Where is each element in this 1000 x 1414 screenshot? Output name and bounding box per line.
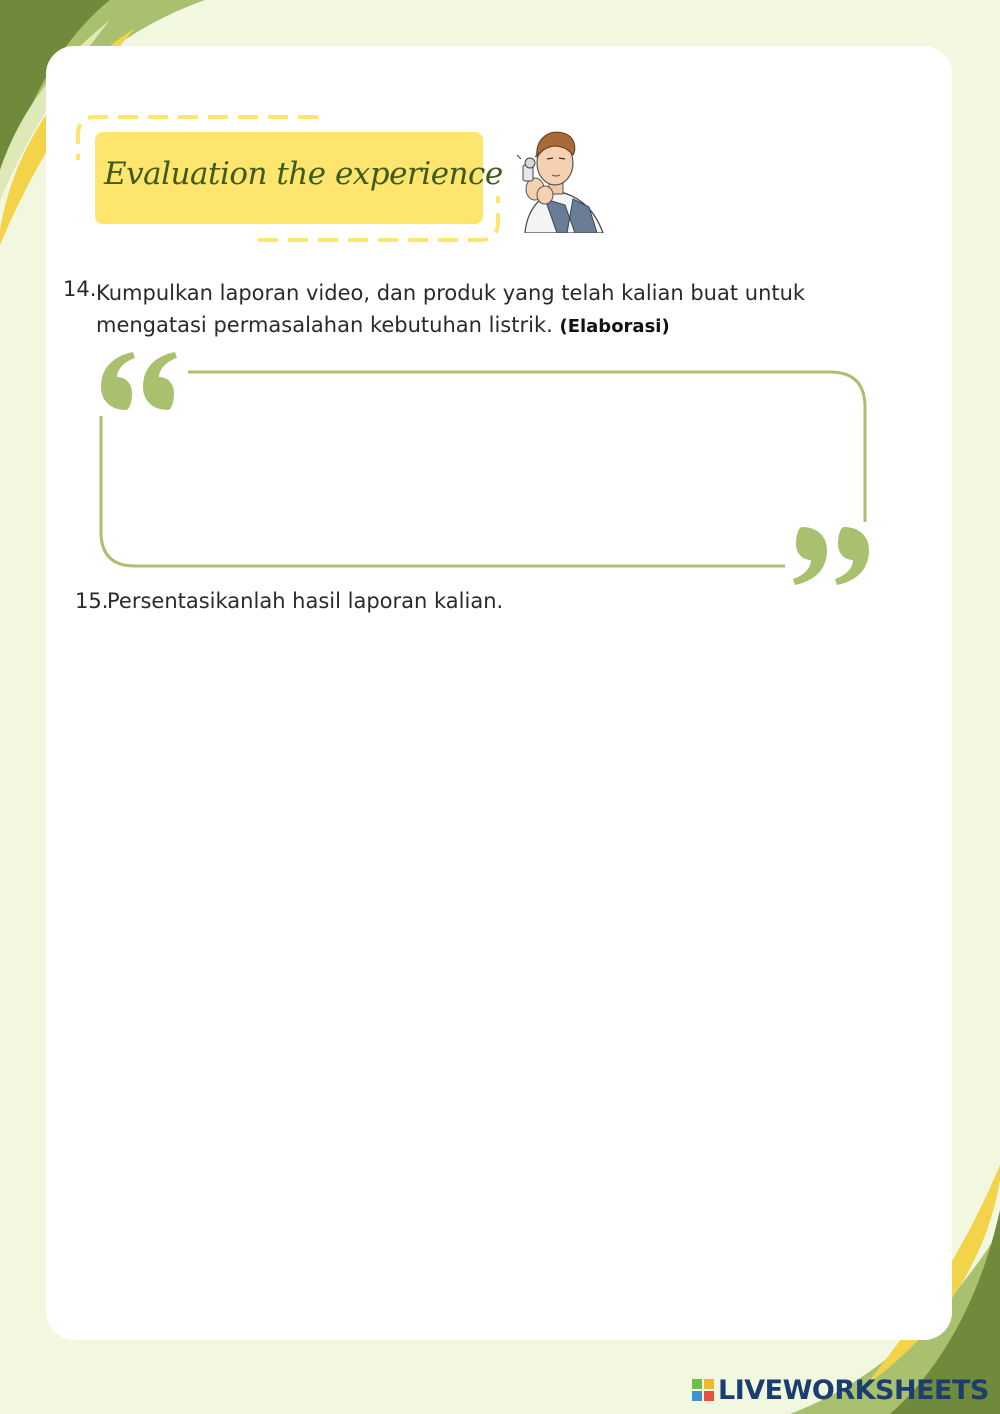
question-14 (96, 277, 856, 343)
question-number: 15. (75, 589, 109, 613)
liveworksheets-logo-icon (692, 1379, 714, 1401)
question-text: Persentasikanlah hasil laporan kalian. (107, 589, 504, 613)
page-title: Evaluation the experience (104, 156, 503, 192)
brand-footer[interactable] (692, 1373, 989, 1407)
brand-name: LIVEWORKSHEETS (718, 1374, 989, 1406)
person-illustration (505, 125, 610, 233)
question-tag: (Elaborasi) (559, 316, 670, 337)
question-number: 14. (63, 277, 97, 301)
answer-field-14[interactable] (110, 385, 854, 549)
worksheet-card (46, 46, 952, 1340)
question-text: Kumpulkan laporan video, dan produk yang telah kalian buat untuk mengatasi permasalahan kebutuhan listrik. (96, 281, 806, 337)
